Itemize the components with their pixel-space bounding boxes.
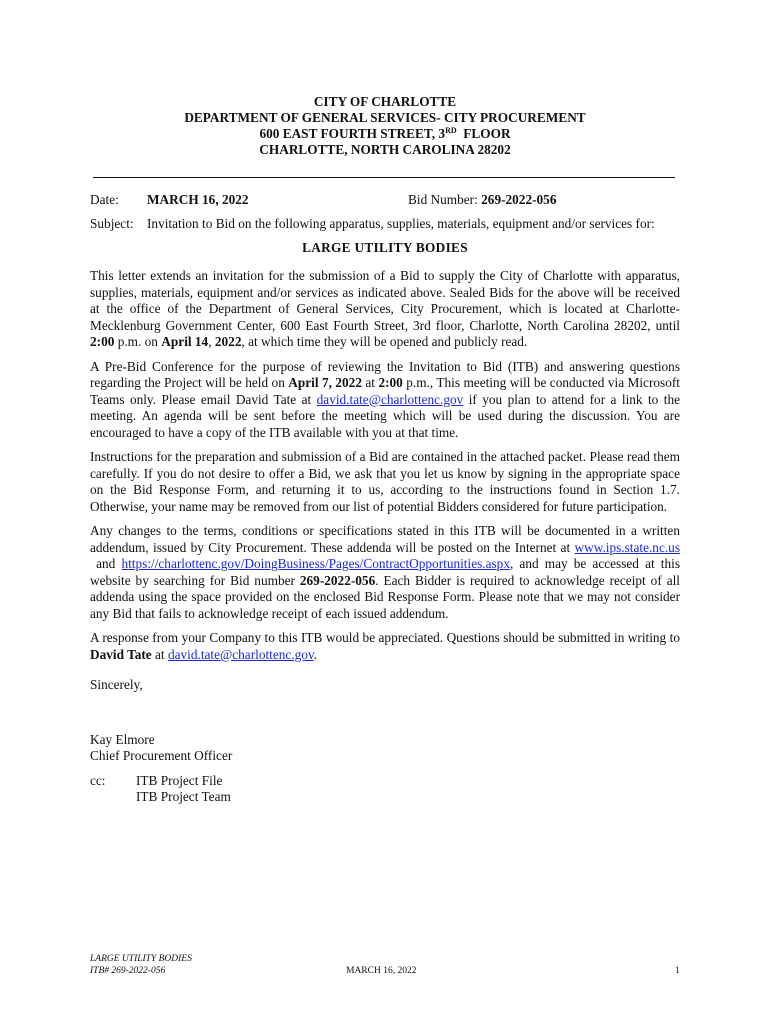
bid-number: [408, 192, 556, 209]
p1-text-3: ,: [208, 334, 215, 349]
date-value: MARCH 16, 2022: [147, 192, 249, 207]
p1-text: This letter extends an invitation for the submission of a Bid to supply the City of Charlotte with apparatus, supplies, materials, equipment and/or services as indicated above. Sealed Bids for the above will be received at the office of the Department of General Services, City Procurement, which is located at Charlotte-Mecklenburg Government Center, 600 East Fourth Street, 3rd floor, Charlotte, North Carolina 28202, until: [90, 268, 680, 333]
p1-year: 2022: [214, 334, 242, 349]
bid-number-label: Bid Number:: [408, 192, 482, 207]
subject-label: Subject:: [90, 216, 134, 231]
document-title: LARGE UTILITY BODIES: [302, 240, 468, 255]
p4-text-2: and: [90, 556, 122, 571]
letterhead: [90, 94, 680, 158]
letterhead-street-floor: FLOOR: [456, 126, 511, 141]
p4-text-3: , and may be accessed at this website by searching for Bid number: [90, 556, 680, 588]
p1-date: April 14: [161, 334, 209, 349]
p5-text: A response from your Company to this ITB would be appreciated. Questions should be submitted in writing to: [90, 630, 680, 645]
p2-text-2: at: [361, 375, 379, 390]
p5-text-3: .: [313, 646, 318, 662]
p2-text-3: p.m., This meeting will be conducted via Microsoft Teams only. Please email David Tate at: [90, 375, 680, 407]
letterhead-city: CITY OF CHARLOTTE: [313, 94, 457, 109]
subject-text: Invitation to Bid on the following apparatus, supplies, materials, equipment and/or services for:: [147, 216, 655, 231]
p2-time: 2:00: [378, 375, 403, 390]
p5-contact-name: David Tate: [90, 646, 152, 662]
letterhead-department: DEPARTMENT OF GENERAL SERVICES- CITY PROCUREMENT: [184, 110, 586, 125]
date-label: Date:: [90, 192, 119, 207]
p4-text: Any changes to the terms, conditions or specifications stated in this ITB will be documented in a written addendum, issued by City Procurement. These addenda will be posted on the Internet at: [90, 523, 680, 555]
paragraph-prebid-conference: [90, 359, 680, 442]
footer-itb: ITB# 269-2022-056: [90, 966, 166, 976]
p4-text-4: . Each Bidder is required to acknowledge receipt of all addenda using the space provided on the enclosed Bid Response Form. Please note that we may not consider any Bid that fails to acknowledge receipt of each issued addendum.: [90, 572, 680, 621]
cc-list: [136, 773, 231, 806]
p5-text-2: at: [151, 646, 168, 662]
p1-text-4: , at which time they will be opened and publicly read.: [241, 334, 528, 349]
cc-item: ITB Project File: [136, 772, 223, 788]
footer-title: LARGE UTILITY BODIES: [90, 954, 192, 964]
contact-email-link[interactable]: david.tate@charlottenc.gov: [167, 646, 314, 662]
header-divider: [93, 177, 675, 178]
cc-item: ITB Project Team: [136, 789, 231, 804]
letterhead-street: [90, 126, 680, 142]
p4-bid-number: 269-2022-056: [299, 572, 376, 588]
p1-time: 2:00: [90, 334, 115, 349]
footer-date: MARCH 16, 2022: [346, 966, 417, 976]
p2-date: April 7, 2022: [288, 375, 362, 390]
letter-body: [90, 268, 680, 806]
page-number: 1: [675, 966, 680, 976]
letterhead-city-state: CHARLOTTE, NORTH CAROLINA 28202: [259, 142, 511, 157]
email-link[interactable]: david.tate@charlottenc.gov: [316, 391, 464, 407]
letterhead-street-text: 600 EAST FOURTH STREET, 3: [259, 126, 446, 141]
closing: Sincerely,: [90, 677, 143, 692]
bid-number-value: 269-2022-056: [481, 192, 557, 207]
paragraph-addenda: [90, 523, 680, 622]
cc-label: cc:: [90, 772, 106, 788]
p2-text: A Pre-Bid Conference for the purpose of reviewing the Invitation to Bid (ITB) and answering questions regarding the Project will be held on: [90, 358, 680, 390]
letterhead-street-ordinal: RD: [445, 126, 457, 135]
contract-opportunities-link[interactable]: https://charlottenc.gov/DoingBusiness/Pages/ContractOpportunities.aspx: [121, 556, 510, 571]
cc-block: [90, 773, 680, 806]
signature-name: Kay Elmore: [90, 731, 155, 747]
p2-text-4: if you plan to attend for a link to the meeting. An agenda will be sent before the meeting which will be used during the discussion. You are encouraged to have a copy of the ITB available with you at that time.: [90, 391, 680, 440]
paragraph-invitation: [90, 268, 680, 351]
paragraph-response: [90, 630, 680, 663]
signature-title: Chief Procurement Officer: [90, 748, 233, 763]
ips-link[interactable]: www.ips.state.nc.us: [574, 539, 680, 555]
p1-text-2: p.m. on: [114, 334, 162, 349]
footer-reference: [90, 953, 192, 977]
paragraph-instructions: Instructions for the preparation and submission of a Bid are contained in the attached packet. Please read them carefully. If you do not desire to offer a Bid, we ask that you let us know by signing in the appropriate space on the Bid Response Form, and returning it to us, according to the instructions found in Section 1.7. Otherwise, your name may be removed from our list of potential Bidders considered for future participation.: [90, 449, 680, 514]
